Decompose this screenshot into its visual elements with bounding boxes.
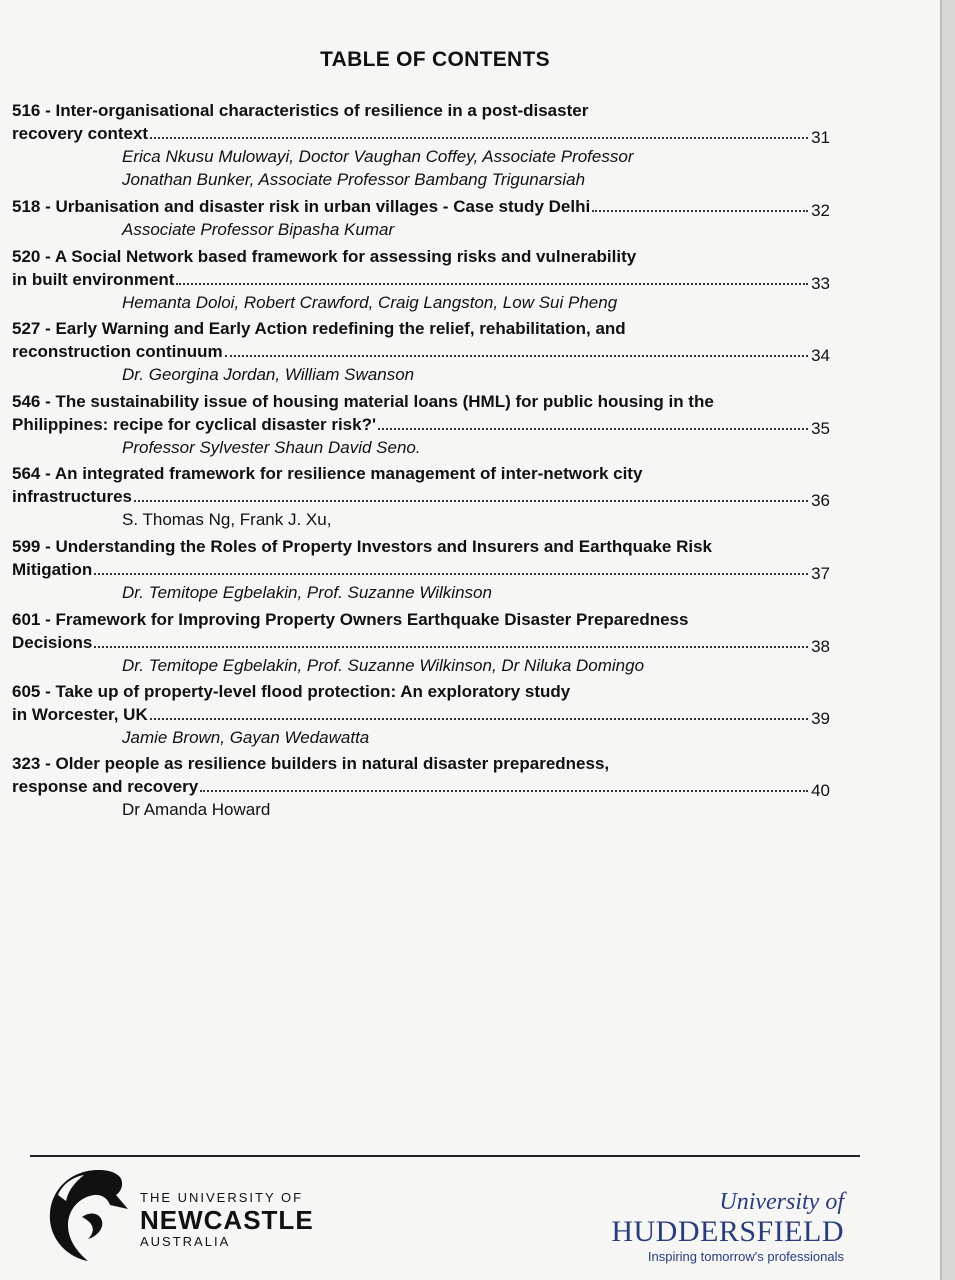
toc-entry bbox=[12, 99, 830, 191]
toc-entry bbox=[12, 317, 830, 386]
entry-authors: Dr. Georgina Jordan, William Swanson bbox=[122, 365, 415, 384]
dot-leader bbox=[94, 573, 808, 575]
entry-title-line: 520 - A Social Network based framework for assessing risks and vulnerability bbox=[12, 247, 637, 266]
huddersfield-line2: HUDDERSFIELD bbox=[611, 1215, 844, 1248]
entry-authors: S. Thomas Ng, Frank J. Xu, bbox=[122, 510, 332, 529]
entry-title-line: 516 - Inter-organisational characteristics of resilience in a post-disaster bbox=[12, 101, 589, 120]
page-number: 33 bbox=[811, 274, 830, 293]
huddersfield-logo bbox=[611, 1188, 844, 1266]
entry-title-last-line bbox=[12, 558, 830, 581]
entry-title-end: in built environment bbox=[12, 270, 175, 289]
dot-leader bbox=[592, 210, 808, 212]
page-title: TABLE OF CONTENTS bbox=[320, 48, 550, 71]
dot-leader bbox=[134, 500, 808, 502]
entry-authors: Jonathan Bunker, Associate Professor Bambang Trigunarsiah bbox=[122, 170, 586, 189]
entry-title-line: 601 - Framework for Improving Property Owners Earthquake Disaster Preparedness bbox=[12, 610, 689, 629]
entry-title-end: recovery context bbox=[12, 124, 149, 143]
page-number: 34 bbox=[811, 346, 830, 365]
toc-entry bbox=[12, 752, 830, 821]
toc-entry bbox=[12, 245, 830, 314]
entry-title-line: 605 - Take up of property-level flood protection: An exploratory study bbox=[12, 682, 571, 701]
entry-title-end: infrastructures bbox=[12, 487, 132, 506]
entry-title-end: reconstruction continuum bbox=[12, 342, 223, 361]
page-number: 38 bbox=[811, 637, 830, 656]
entry-title-end: Mitigation bbox=[12, 560, 93, 579]
entry-authors: Jamie Brown, Gayan Wedawatta bbox=[122, 728, 370, 747]
page-number: 37 bbox=[811, 564, 830, 583]
entry-title-line: 564 - An integrated framework for resilience management of inter-network city bbox=[12, 464, 643, 483]
page-number: 36 bbox=[811, 491, 830, 510]
entry-title-end: in Worcester, UK bbox=[12, 705, 148, 724]
toc-entry bbox=[12, 680, 830, 749]
page-number: 31 bbox=[811, 128, 830, 147]
toc-entry bbox=[12, 195, 830, 241]
newcastle-wordmark bbox=[140, 1190, 314, 1250]
entry-title-last-line bbox=[12, 631, 830, 654]
entry-authors: Dr. Temitope Egbelakin, Prof. Suzanne Wilkinson, Dr Niluka Domingo bbox=[122, 656, 645, 675]
footer-divider bbox=[30, 1155, 860, 1157]
dot-leader bbox=[150, 137, 808, 139]
entry-title-last-line bbox=[12, 268, 830, 291]
entry-title-last-line bbox=[12, 122, 830, 145]
entry-title-last-line bbox=[12, 340, 830, 363]
huddersfield-tagline: Inspiring tomorrow's professionals bbox=[647, 1249, 844, 1264]
entry-authors: Associate Professor Bipasha Kumar bbox=[122, 220, 395, 239]
entry-title-line: 527 - Early Warning and Early Action redefining the relief, rehabilitation, and bbox=[12, 319, 626, 338]
entry-title-end: 518 - Urbanisation and disaster risk in urban villages - Case study Delhi bbox=[12, 197, 591, 216]
dot-leader bbox=[150, 718, 808, 720]
huddersfield-line1: University of bbox=[719, 1189, 844, 1215]
newcastle-line3: AUSTRALIA bbox=[140, 1234, 231, 1249]
entry-title-last-line bbox=[12, 775, 830, 798]
newcastle-line1: THE UNIVERSITY OF bbox=[140, 1190, 304, 1205]
toc-entry bbox=[12, 535, 830, 604]
page-number: 39 bbox=[811, 709, 830, 728]
dot-leader bbox=[200, 790, 808, 792]
entry-authors: Professor Sylvester Shaun David Seno. bbox=[122, 438, 421, 457]
toc-entry bbox=[12, 462, 830, 531]
page-number: 35 bbox=[811, 419, 830, 438]
newcastle-line2: NEWCASTLE bbox=[140, 1205, 314, 1235]
page-number: 40 bbox=[811, 781, 830, 800]
entry-title-line: 546 - The sustainability issue of housing material loans (HML) for public housing in the bbox=[12, 392, 714, 411]
toc-entry bbox=[12, 390, 830, 459]
entry-title-last-line bbox=[12, 195, 830, 218]
entry-title-line: 599 - Understanding the Roles of Property Investors and Insurers and Earthquake Risk bbox=[12, 537, 713, 556]
entry-title-last-line bbox=[12, 703, 830, 726]
dot-leader bbox=[176, 283, 808, 285]
seahorse-emblem-icon bbox=[38, 1165, 133, 1265]
dot-leader bbox=[378, 428, 808, 430]
entry-title-line: 323 - Older people as resilience builders in natural disaster preparedness, bbox=[12, 754, 610, 773]
entry-title-end: Decisions bbox=[12, 633, 93, 652]
page-number: 32 bbox=[811, 201, 830, 220]
dot-leader bbox=[225, 355, 808, 357]
entry-authors: Erica Nkusu Mulowayi, Doctor Vaughan Coffey, Associate Professor bbox=[122, 147, 634, 166]
toc-entry bbox=[12, 608, 830, 677]
entry-title-last-line bbox=[12, 485, 830, 508]
entry-authors: Dr Amanda Howard bbox=[122, 800, 271, 819]
entry-title-end: Philippines: recipe for cyclical disaster risk?' bbox=[12, 415, 377, 434]
entry-title-end: response and recovery bbox=[12, 777, 199, 796]
dot-leader bbox=[94, 646, 808, 648]
page-edge bbox=[940, 0, 955, 1280]
entry-title-last-line bbox=[12, 413, 830, 436]
entry-authors: Hemanta Doloi, Robert Crawford, Craig Langston, Low Sui Pheng bbox=[122, 293, 618, 312]
entry-authors: Dr. Temitope Egbelakin, Prof. Suzanne Wilkinson bbox=[122, 583, 492, 602]
